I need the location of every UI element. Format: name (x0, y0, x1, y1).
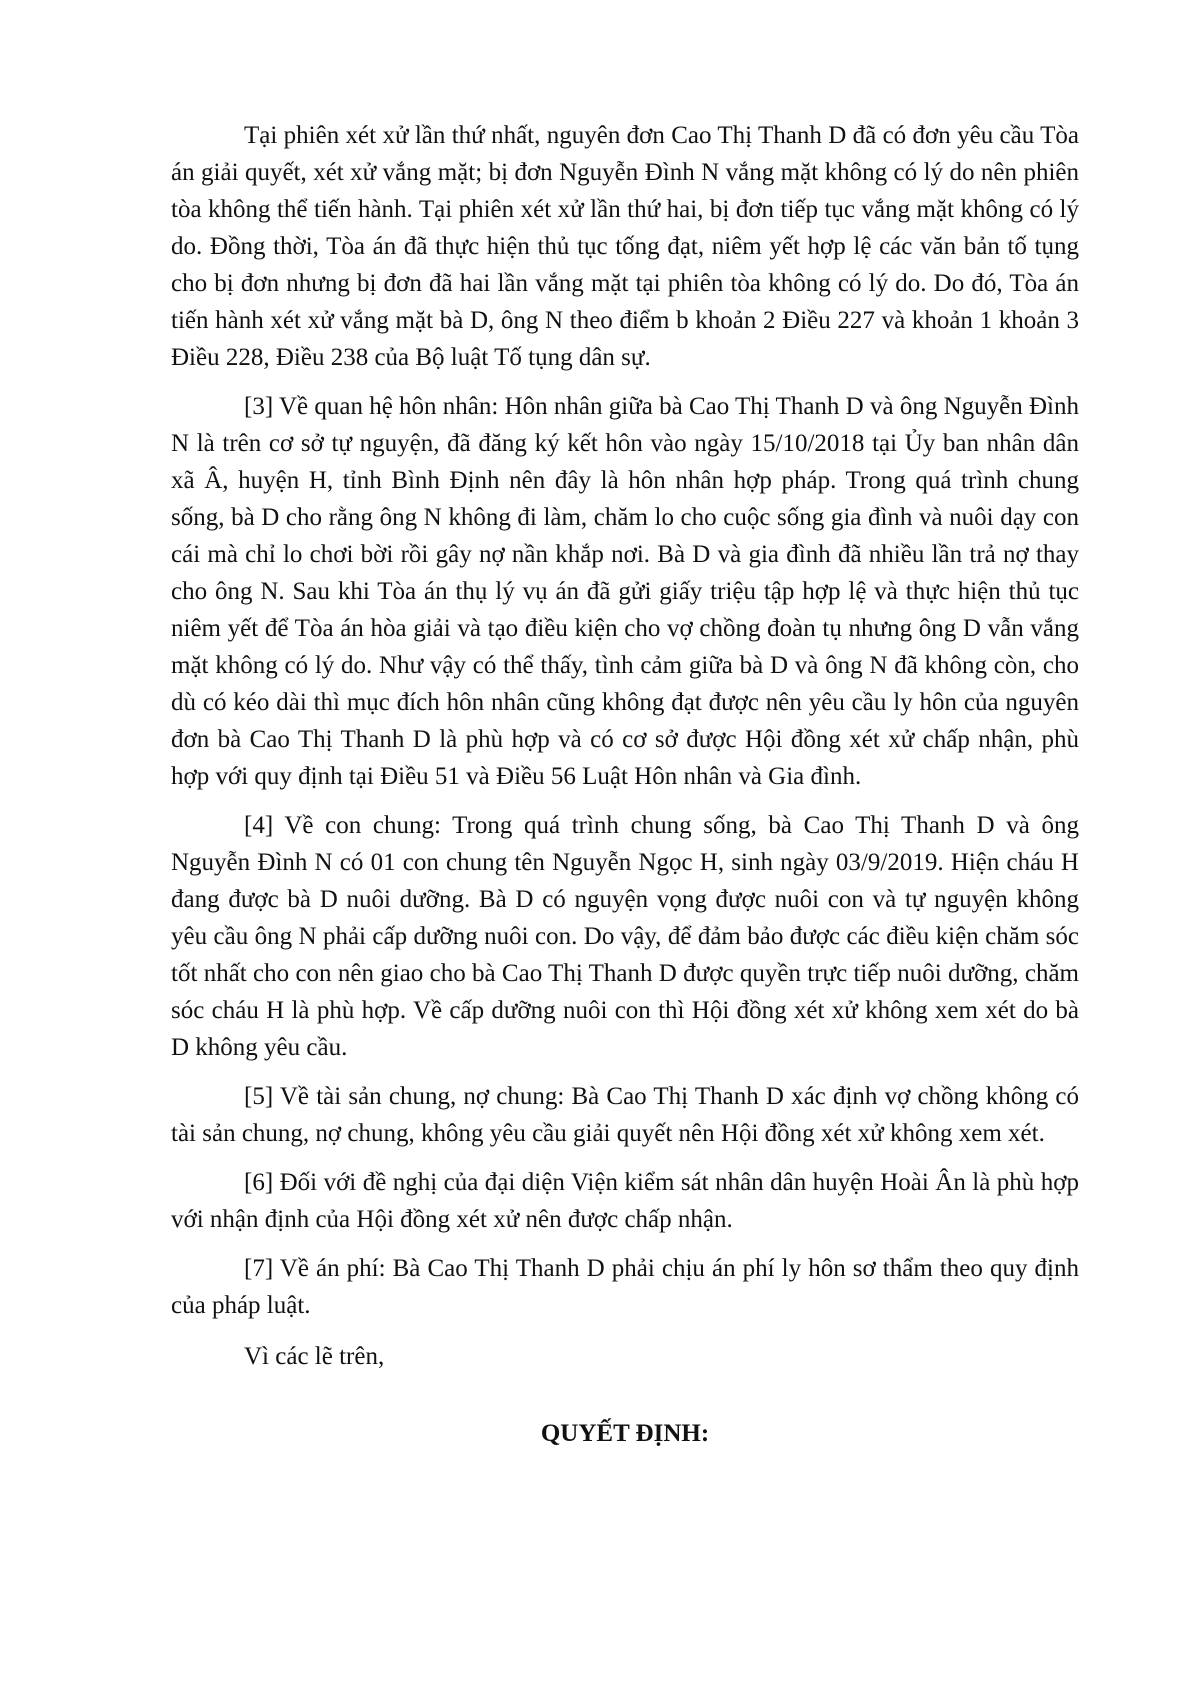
paragraph-procuracy-proposal: [6] Đối với đề nghị của đại diện Viện kiểm sát nhân dân huyện Hoài Ân là phù hợp với nhận định của Hội đồng xét xử nên được chấp nhận. (171, 1169, 1079, 1233)
paragraph-common-child: [4] Về con chung: Trong quá trình chung sống, bà Cao Thị Thanh D và ông Nguyễn Đình N có 01 con chung tên Nguyễn Ngọc H, sinh ngày 03/9/2019. Hiện cháu H đang được bà D nuôi dưỡng. Bà D có nguyện vọng được nuôi con và tự nguyện không yêu cầu ông N phải cấp dưỡng nuôi con. Do vậy, để đảm bảo được các điều kiện chăm sóc tốt nhất cho con nên giao cho bà Cao Thị Thanh D được quyền trực tiếp nuôi dưỡng, chăm sóc cháu H là phù hợp. Về cấp dưỡng nuôi con thì Hội đồng xét xử không xem xét do bà D không yêu cầu. (171, 812, 1079, 1061)
paragraph-common-property: [5] Về tài sản chung, nợ chung: Bà Cao Thị Thanh D xác định vợ chồng không có tài sản chung, nợ chung, không yêu cầu giải quyết nên Hội đồng xét xử không xem xét. (171, 1083, 1079, 1147)
decision-heading: QUYẾT ĐỊNH: (540, 1420, 710, 1447)
paragraph-marriage-relation: [3] Về quan hệ hôn nhân: Hôn nhân giữa bà Cao Thị Thanh D và ông Nguyễn Đình N là trên cơ sở tự nguyện, đã đăng ký kết hôn vào ngày 15/10/2018 tại Ủy ban nhân dân xã Â, huyện H, tỉnh Bình Định nên đây là hôn nhân hợp pháp. Trong quá trình chung sống, bà D cho rằng ông N không đi làm, chăm lo cho cuộc sống gia đình và nuôi dạy con cái mà chỉ lo chơi bời rồi gây nợ nần khắp nơi. Bà D và gia đình đã nhiều lần trả nợ thay cho ông N. Sau khi Tòa án thụ lý vụ án đã gửi giấy triệu tập hợp lệ và thực hiện thủ tục niêm yết để Tòa án hòa giải và tạo điều kiện cho vợ chồng đoàn tụ nhưng ông D vẫn vắng mặt không có lý do. Như vậy có thể thấy, tình cảm giữa bà D và ông N đã không còn, cho dù có kéo dài thì mục đích hôn nhân cũng không đạt được nên yêu cầu ly hôn của nguyên đơn bà Cao Thị Thanh D là phù hợp và có cơ sở được Hội đồng xét xử chấp nhận, phù hợp với quy định tại Điều 51 và Điều 56 Luật Hôn nhân và Gia đình. (171, 393, 1079, 790)
closing-phrase: Vì các lẽ trên, (244, 1343, 385, 1370)
paragraph-absence-trial: Tại phiên xét xử lần thứ nhất, nguyên đơn Cao Thị Thanh D đã có đơn yêu cầu Tòa án giải quyết, xét xử vắng mặt; bị đơn Nguyễn Đình N vắng mặt không có lý do nên phiên tòa không thể tiến hành. Tại phiên xét xử lần thứ hai, bị đơn tiếp tục vắng mặt không có lý do. Đồng thời, Tòa án đã thực hiện thủ tục tống đạt, niêm yết hợp lệ các văn bản tố tụng cho bị đơn nhưng bị đơn đã hai lần vắng mặt tại phiên tòa không có lý do. Do đó, Tòa án tiến hành xét xử vắng mặt bà D, ông N theo điểm b khoản 2 Điều 227 và khoản 1 khoản 3 Điều 228, Điều 238 của Bộ luật Tố tụng dân sự. (171, 122, 1079, 371)
paragraph-court-fee: [7] Về án phí: Bà Cao Thị Thanh D phải chịu án phí ly hôn sơ thẩm theo quy định của pháp luật. (171, 1255, 1079, 1319)
document-body (171, 117, 1079, 1452)
